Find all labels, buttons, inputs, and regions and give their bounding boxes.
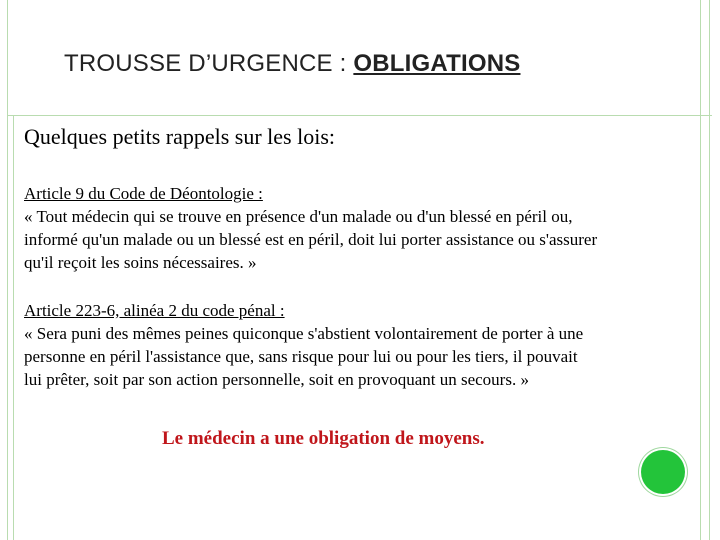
article-line: informé qu'un malade ou un blessé est en péril, doit lui porter assistance ou s'assurer — [24, 230, 598, 249]
article-line: « Sera puni des mêmes peines quiconque s'abstient volontairement de porter à une — [24, 324, 584, 343]
article-line: « Tout médecin qui se trouve en présence d'un malade ou d'un blessé en péril ou, — [24, 207, 573, 226]
article-line: lui prêter, soit par son action personnelle, soit en provoquant un secours. » — [24, 370, 529, 389]
intro-text: Quelques petits rappels sur les lois: — [24, 124, 336, 149]
article-block-deontologie — [24, 182, 704, 274]
article-line: personne en péril l'assistance que, sans risque pour lui ou pour les tiers, il pouvait — [24, 347, 578, 366]
green-circle-decoration — [641, 450, 685, 494]
header-separator — [8, 115, 712, 116]
slide-title — [64, 50, 520, 78]
article-heading: Article 223-6, alinéa 2 du code pénal : — [24, 301, 285, 320]
article-block-code-penal — [24, 299, 704, 391]
article-line: qu'il reçoit les soins nécessaires. » — [24, 253, 257, 272]
conclusion-text: Le médecin a une obligation de moyens. — [162, 428, 485, 449]
article-heading: Article 9 du Code de Déontologie : — [24, 184, 263, 203]
title-prefix: TROUSSE D’URGENCE : — [64, 50, 354, 77]
title-emphasis: OBLIGATIONS — [353, 50, 521, 77]
slide-header — [12, 0, 700, 115]
